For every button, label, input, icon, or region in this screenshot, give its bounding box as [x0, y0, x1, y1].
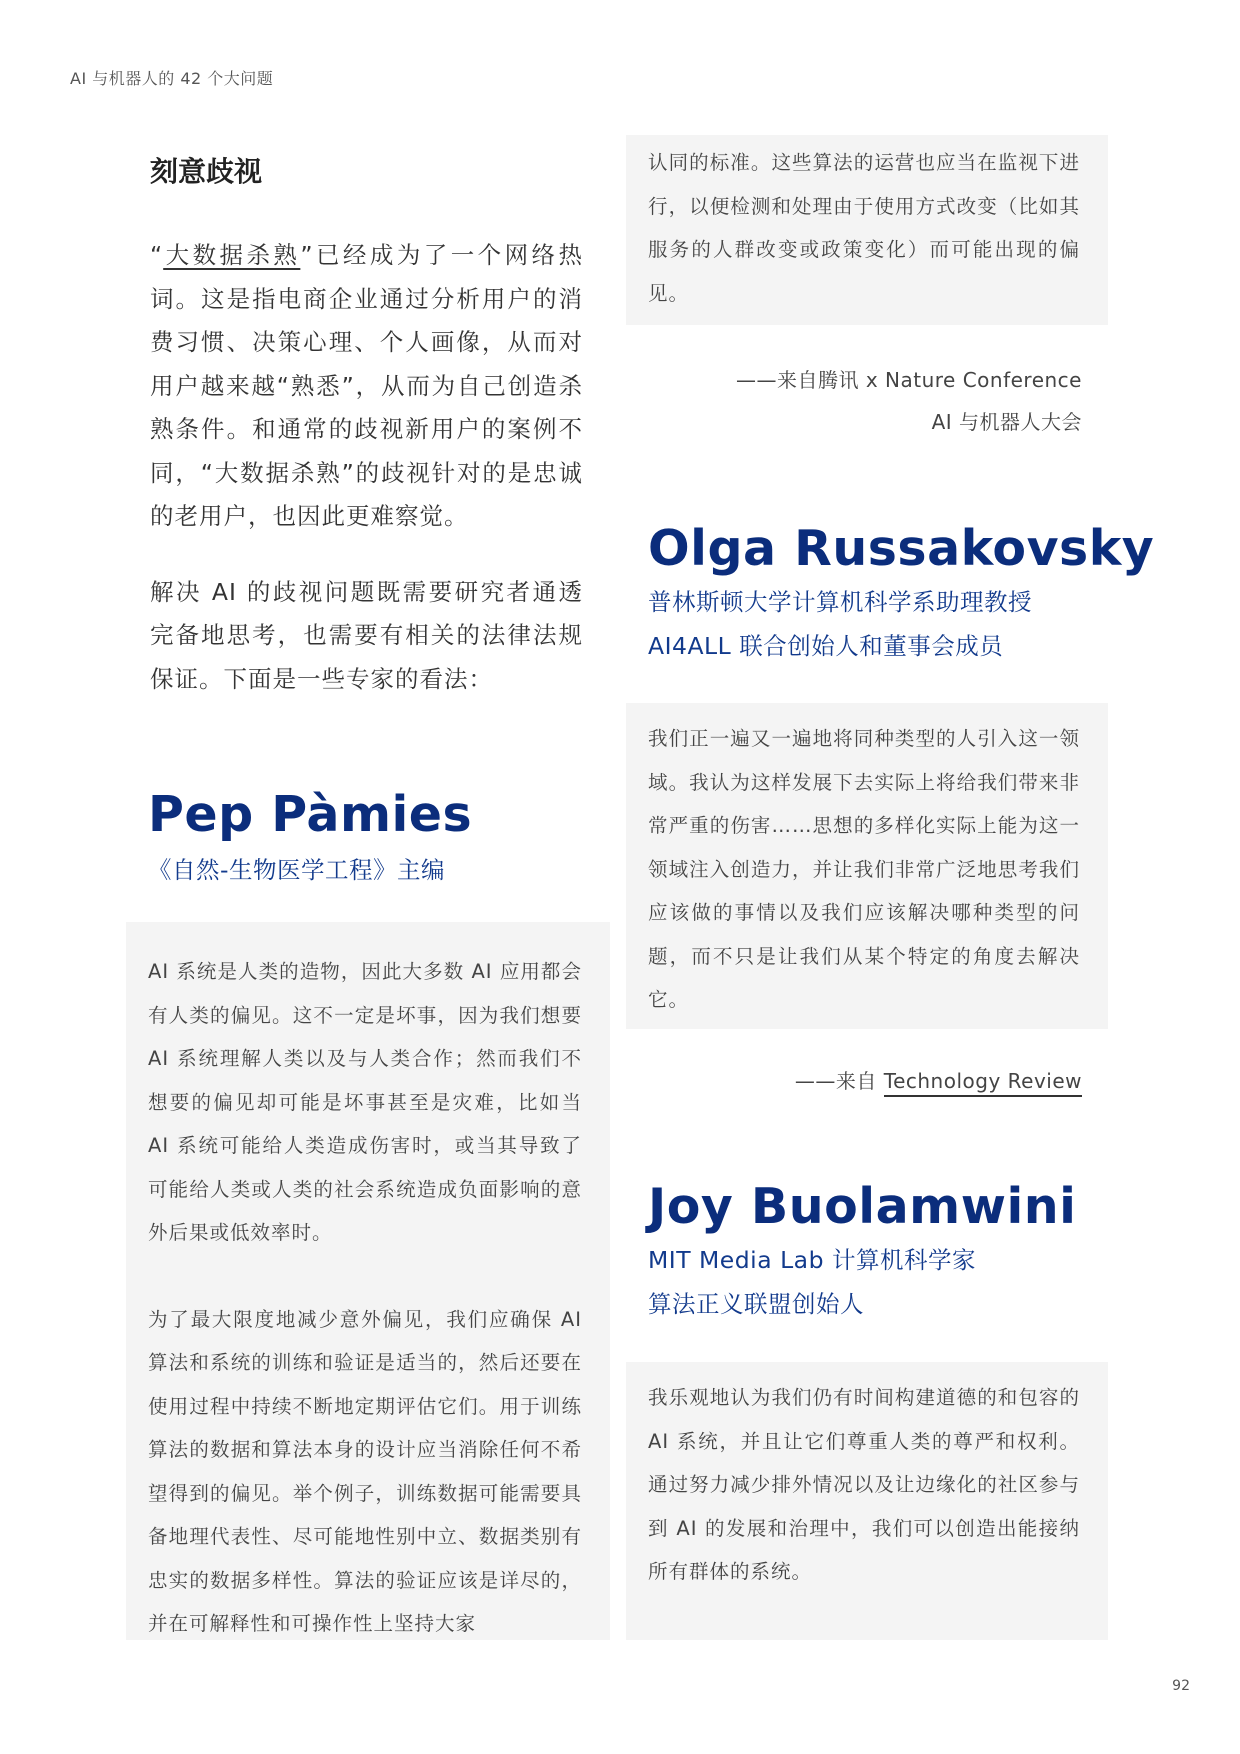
- quote-box-olga-russakovsky: [626, 703, 1108, 1029]
- quote-paragraph: 我乐观地认为我们仍有时间构建道德的和包容的 AI 系统，并且让它们尊重人类的尊严和权利。通过努力减少排外情况以及让边缘化的社区参与到 AI 的发展和治理中，我们可以创造出能接纳所有群体的系统。: [648, 1386, 1080, 1583]
- quote-source-technology-review: [626, 1060, 1082, 1102]
- expert-roles-olga-russakovsky: [648, 580, 1032, 668]
- quote-box-pep-pamies: [126, 922, 610, 1640]
- quote-mark: “: [150, 241, 164, 269]
- quote-box-pep-pamies-continued: [626, 135, 1108, 325]
- source-link-technology-review[interactable]: Technology Review: [884, 1069, 1082, 1097]
- expert-role: AI4ALL 联合创始人和董事会成员: [648, 632, 1004, 660]
- term-big-data-killing: 大数据杀熟: [163, 241, 301, 269]
- expert-name-olga-russakovsky: Olga Russakovsky: [648, 520, 1155, 577]
- quote-paragraph: 为了最大限度地减少意外偏见，我们应确保 AI 算法和系统的训练和验证是适当的，然后还要在使用过程中持续不断地定期评估它们。用于训练算法的数据和算法本身的设计应当消除任何不希望得到的偏见。举个例子，训练数据可能需要具备地理代表性、尽可能地性别中立、数据类别有忠实的数据多样性。算法的验证应该是详尽的，并在可解释性和可操作性上坚持大家: [148, 1307, 582, 1635]
- intro-text: [150, 234, 583, 733]
- expert-roles-joy-buolamwini: [648, 1238, 976, 1326]
- expert-role-pep-pamies: 《自然-生物医学工程》主编: [148, 856, 445, 884]
- page-number: 92: [1172, 1678, 1190, 1694]
- quote-paragraph: 我们正一遍又一遍地将同种类型的人引入这一领域。我认为这样发展下去实际上将给我们带来非常严重的伤害……思想的多样化实际上能为这一领域注入创造力，并让我们非常广泛地思考我们应该做的事情以及我们应该解决哪种类型的问题，而不只是让我们从某个特定的角度去解决它。: [648, 727, 1080, 1011]
- source-line: ——来自腾讯 x Nature Conference: [735, 368, 1082, 392]
- expert-role: MIT Media Lab 计算机科学家: [648, 1246, 976, 1274]
- expert-name-pep-pamies: Pep Pàmies: [148, 786, 473, 843]
- quote-box-joy-buolamwini: [626, 1362, 1108, 1640]
- section-title: 刻意歧视: [150, 155, 263, 188]
- quote-source-tencent: [626, 359, 1082, 443]
- expert-role: 算法正义联盟创始人: [648, 1290, 864, 1318]
- expert-role: 普林斯顿大学计算机科学系助理教授: [648, 588, 1032, 616]
- quote-paragraph: AI 系统是人类的造物，因此大多数 AI 应用都会有人类的偏见。这不一定是坏事，因为我们想要 AI 系统理解人类以及与人类合作；然而我们不想要的偏见却可能是坏事甚至是灾难，比如当 AI 系统可能给人类造成伤害时，或当其导致了可能给人类或人类的社会系统造成负面影响的意外后果或低效率时。: [148, 960, 582, 1244]
- source-prefix: ——来自: [794, 1069, 884, 1093]
- quote-paragraph: 认同的标准。这些算法的运营也应当在监视下进行，以便检测和处理由于使用方式改变（比如其服务的人群改变或政策变化）而可能出现的偏见。: [648, 151, 1080, 305]
- running-header: AI 与机器人的 42 个大问题: [70, 69, 274, 88]
- intro-paragraph-1-rest: ”已经成为了一个网络热词。这是指电商企业通过分析用户的消费习惯、决策心理、个人画像，从而对用户越来越“熟悉”，从而为自己创造杀熟条件。和通常的歧视新用户的案例不同，“大数据杀熟”的歧视针对的是忠诚的老用户，也因此更难察觉。: [150, 241, 583, 530]
- expert-name-joy-buolamwini: Joy Buolamwini: [648, 1178, 1077, 1235]
- intro-paragraph-2: 解决 AI 的歧视问题既需要研究者通透完备地思考，也需要有相关的法律法规保证。下面是一些专家的看法：: [150, 577, 583, 693]
- source-line: AI 与机器人大会: [931, 410, 1082, 434]
- intro-paragraph-1: [150, 234, 583, 539]
